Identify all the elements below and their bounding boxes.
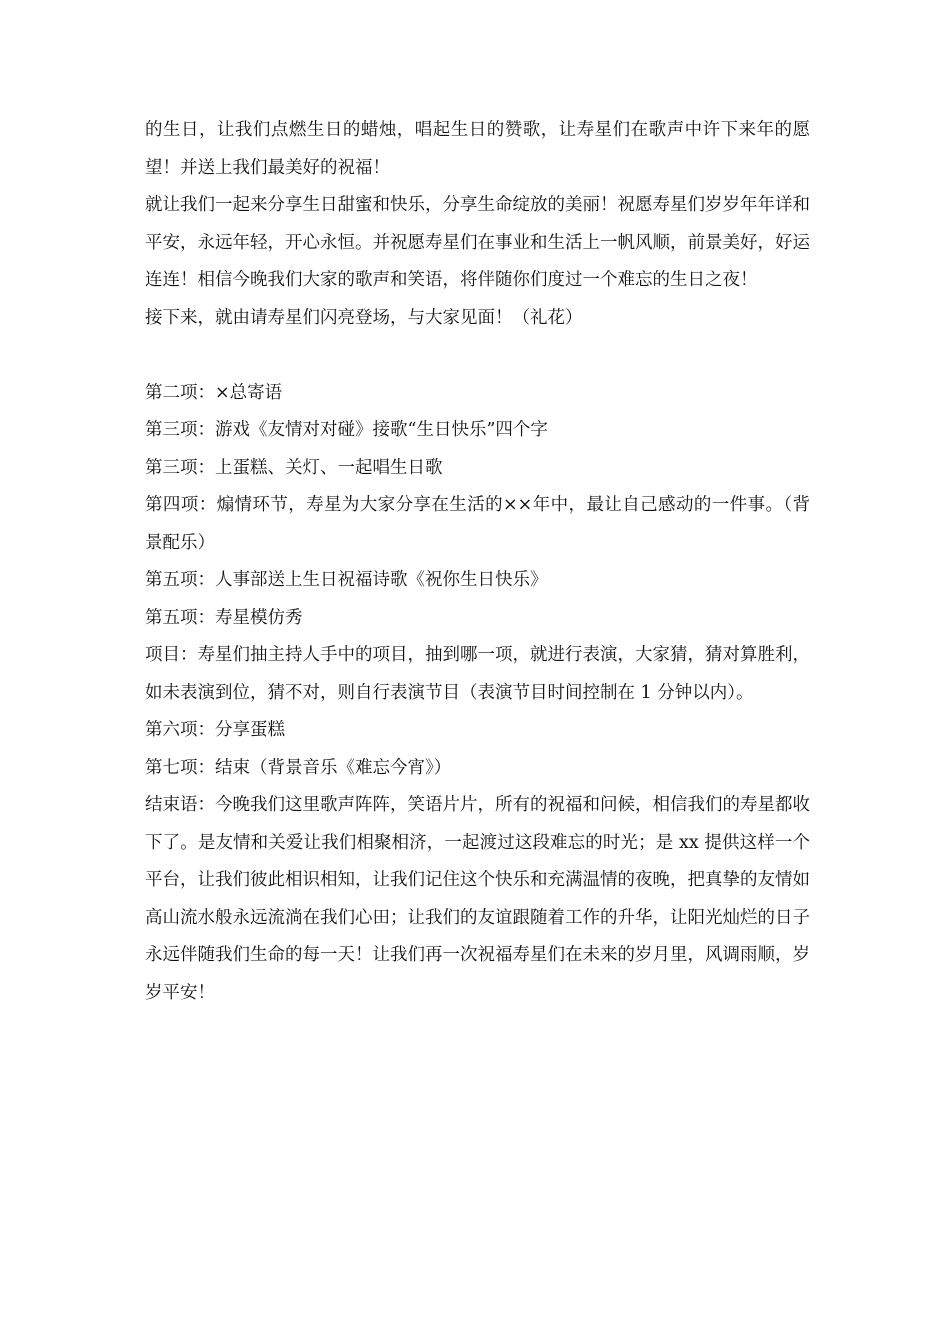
program-item-2: 第二项：×总寄语	[145, 382, 283, 403]
program-item-rules: 项目：寿星们抽主持人手中的项目，抽到哪一项，就进行表演，大家猜，猜对算胜利，如未表演到位，猜不对，则自行表演节目（表演节目时间控制在 1 分钟以内）。	[145, 645, 810, 703]
program-item-3-game: 第三项：游戏《友情对对碰》接歌“生日快乐”四个字	[145, 420, 548, 440]
program-item-5-imitation: 第五项：寿星模仿秀	[145, 607, 303, 628]
closing-remarks: 结束语：今晚我们这里歌声阵阵，笑语片片，所有的祝福和问候，相信我们的寿星都收下了。是友情和关爱让我们相聚相济，一起渡过这段难忘的时光；是 xx 提供这样一个平台，让我们彼此相识相知，让我们记住这个快乐和充满温情的夜晚，把真挚的友情如高山流水般永远流淌在我们心田；让我们的友谊跟随着工作的升华，让阳光灿烂的日子永远伴随我们生命的每一天！让我们再一次祝福寿星们在未来的岁月里，风调雨顺，岁岁平安！	[145, 795, 810, 1003]
paragraph-birthday-wish: 的生日，让我们点燃生日的蜡烛，唱起生日的赞歌，让寿星们在歌声中许下来年的愿望！并送上我们最美好的祝福！	[145, 120, 810, 178]
program-item-3-cake: 第三项：上蛋糕、关灯、一起唱生日歌	[145, 457, 443, 478]
program-item-7: 第七项：结束（背景音乐《难忘今宵》）	[145, 757, 452, 778]
program-item-6: 第六项：分享蛋糕	[145, 720, 285, 740]
paragraph-share-joy: 就让我们一起来分享生日甜蜜和快乐，分享生命绽放的美丽！祝愿寿星们岁岁年年详和平安，永远年轻，开心永恒。并祝愿寿星们在事业和生活上一帆风顺，前景美好，好运连连！相信今晚我们大家的歌声和笑语，将伴随你们度过一个难忘的生日之夜！	[145, 195, 810, 290]
blank-line	[145, 337, 810, 375]
document-body	[145, 112, 810, 1012]
paragraph-invite-stars: 接下来，就由请寿星们闪亮登场，与大家见面！（礼花）	[145, 307, 583, 328]
program-item-4: 第四项：煽情环节，寿星为大家分享在生活的××年中，最让自己感动的一件事。（背景配乐）	[145, 495, 810, 553]
program-item-5-poem: 第五项：人事部送上生日祝福诗歌《祝你生日快乐》	[145, 570, 548, 590]
